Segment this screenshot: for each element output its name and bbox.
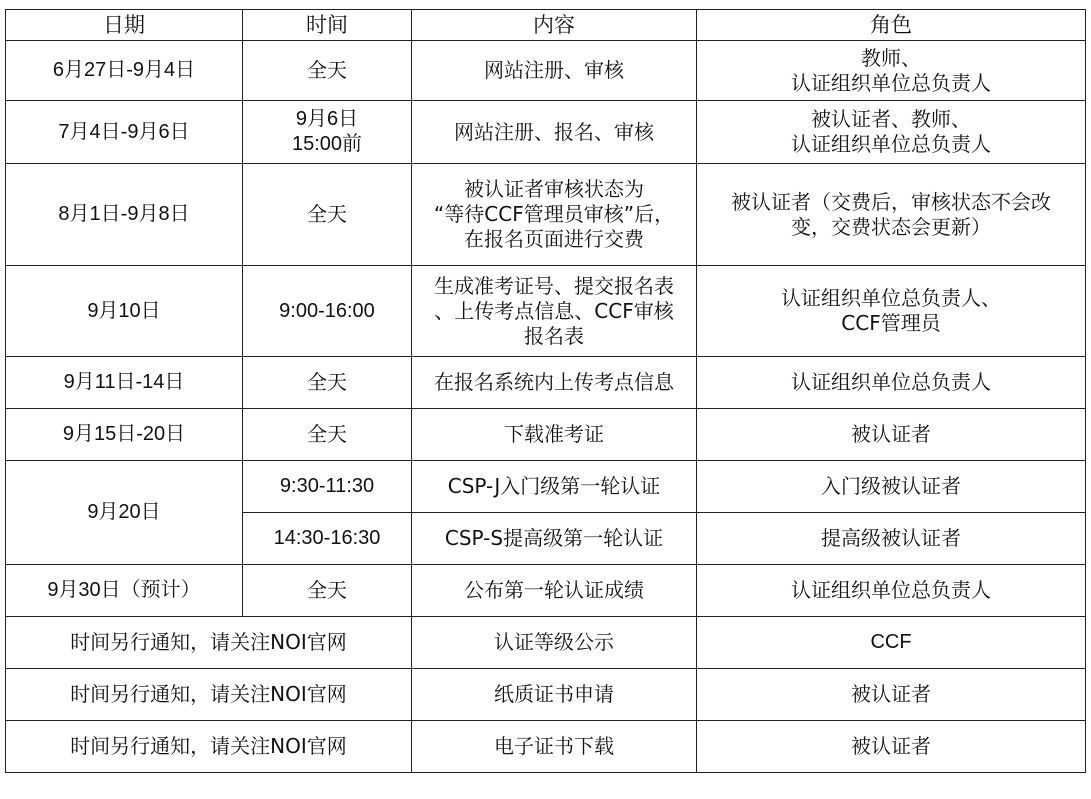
role-line: 被认证者 xyxy=(851,734,931,758)
date-cell: 9月15日-20日 xyxy=(6,409,243,461)
role-cell xyxy=(697,513,1086,565)
role-cell xyxy=(697,41,1086,101)
role-line: 认证组织单位总负责人 xyxy=(791,370,991,394)
role-cell xyxy=(697,357,1086,409)
role-line: 认证组织单位总负责人 xyxy=(791,132,991,156)
content-cell xyxy=(412,513,697,565)
table-row xyxy=(6,357,1086,409)
role-cell xyxy=(697,617,1086,669)
time-cell xyxy=(243,513,412,565)
content-line: 被认证者审核状态为 xyxy=(464,177,644,201)
role-cell xyxy=(697,721,1086,773)
table-row xyxy=(6,266,1086,357)
role-line: 被认证者 xyxy=(851,682,931,706)
content-cell xyxy=(412,409,697,461)
time-cell xyxy=(243,164,412,266)
table-row xyxy=(6,565,1086,617)
table-row xyxy=(6,721,1086,773)
content-cell xyxy=(412,669,697,721)
role-line: 被认证者 xyxy=(851,422,931,446)
time-cell xyxy=(243,41,412,101)
content-line: CSP-J入门级第一轮认证 xyxy=(447,474,661,498)
time-line: 全天 xyxy=(307,578,347,602)
time-line: 15:00前 xyxy=(291,133,363,155)
content-cell xyxy=(412,266,697,357)
date-cell: 8月1日-9月8日 xyxy=(6,164,243,266)
role-cell xyxy=(697,409,1086,461)
content-line: 网站注册、审核 xyxy=(484,58,624,82)
role-cell xyxy=(697,164,1086,266)
content-cell xyxy=(412,101,697,164)
role-line: 教师、 xyxy=(861,45,921,70)
content-line: CSP-S提高级第一轮认证 xyxy=(444,526,664,550)
header-row xyxy=(6,10,1086,41)
header-time: 时间 xyxy=(243,10,412,41)
content-line: 公布第一轮认证成绩 xyxy=(464,578,644,602)
time-line: 全天 xyxy=(307,202,347,226)
date-cell: 时间另行通知，请关注NOI官网 xyxy=(6,617,412,669)
content-line: 、上传考点信息、CCF审核 xyxy=(434,298,674,323)
content-cell xyxy=(412,41,697,101)
content-line: 在报名页面进行交费 xyxy=(464,227,644,251)
schedule-table xyxy=(5,9,1086,773)
time-line: 全天 xyxy=(307,370,347,394)
header-role: 角色 xyxy=(697,10,1086,41)
time-line: 14:30-16:30 xyxy=(273,527,381,549)
content-cell xyxy=(412,617,697,669)
table-row xyxy=(6,41,1086,101)
date-cell: 6月27日-9月4日 xyxy=(6,41,243,101)
table-row xyxy=(6,409,1086,461)
header-date: 日期 xyxy=(6,10,243,41)
time-line: 全天 xyxy=(307,422,347,446)
role-line: 认证组织单位总负责人 xyxy=(791,578,991,602)
content-cell xyxy=(412,565,697,617)
time-cell xyxy=(243,266,412,357)
table-row xyxy=(6,461,1086,513)
role-line: 被认证者、教师、 xyxy=(811,107,971,131)
content-line: 电子证书下载 xyxy=(494,734,614,758)
date-cell: 时间另行通知，请关注NOI官网 xyxy=(6,669,412,721)
content-line: 下载准考证 xyxy=(504,422,604,446)
content-cell xyxy=(412,357,697,409)
date-cell: 9月30日（预计） xyxy=(6,565,243,617)
header-content: 内容 xyxy=(412,10,697,41)
role-line: 被认证者（交费后，审核状态不会改 xyxy=(731,189,1051,214)
time-line: 9:00-16:00 xyxy=(279,299,375,322)
role-line: CCF管理员 xyxy=(841,311,941,335)
content-line: “等待CCF管理员审核”后， xyxy=(433,202,675,226)
time-cell xyxy=(243,101,412,164)
role-line: 认证组织单位总负责人 xyxy=(791,70,991,95)
role-line: 提高级被认证者 xyxy=(821,526,961,550)
date-cell: 9月10日 xyxy=(6,266,243,357)
date-cell: 时间另行通知，请关注NOI官网 xyxy=(6,721,412,773)
time-line: 全天 xyxy=(307,58,347,82)
content-line: 认证等级公示 xyxy=(494,630,614,654)
role-cell xyxy=(697,266,1086,357)
table-row xyxy=(6,669,1086,721)
table-row xyxy=(6,101,1086,164)
date-cell: 7月4日-9月6日 xyxy=(6,101,243,164)
time-cell xyxy=(243,357,412,409)
time-line: 9月6日 xyxy=(295,108,359,130)
time-line: 9:30-11:30 xyxy=(279,475,375,497)
time-cell xyxy=(243,409,412,461)
role-line: 变，交费状态会更新） xyxy=(791,214,991,239)
content-cell xyxy=(412,461,697,513)
content-line: 生成准考证号、提交报名表 xyxy=(434,273,674,298)
role-cell xyxy=(697,461,1086,513)
role-line: CCF xyxy=(870,631,912,653)
time-cell xyxy=(243,461,412,513)
content-line: 纸质证书申请 xyxy=(494,682,614,706)
role-cell xyxy=(697,669,1086,721)
role-cell xyxy=(697,565,1086,617)
role-line: 认证组织单位总负责人、 xyxy=(781,286,1001,310)
content-cell xyxy=(412,721,697,773)
content-line: 报名表 xyxy=(524,323,584,348)
table-row xyxy=(6,617,1086,669)
content-cell xyxy=(412,164,697,266)
time-cell xyxy=(243,565,412,617)
date-cell: 9月11日-14日 xyxy=(6,357,243,409)
role-cell xyxy=(697,101,1086,164)
table-row xyxy=(6,164,1086,266)
date-cell: 9月20日 xyxy=(6,461,243,565)
content-line: 在报名系统内上传考点信息 xyxy=(434,370,674,394)
content-line: 网站注册、报名、审核 xyxy=(454,119,654,144)
role-line: 入门级被认证者 xyxy=(821,474,961,498)
